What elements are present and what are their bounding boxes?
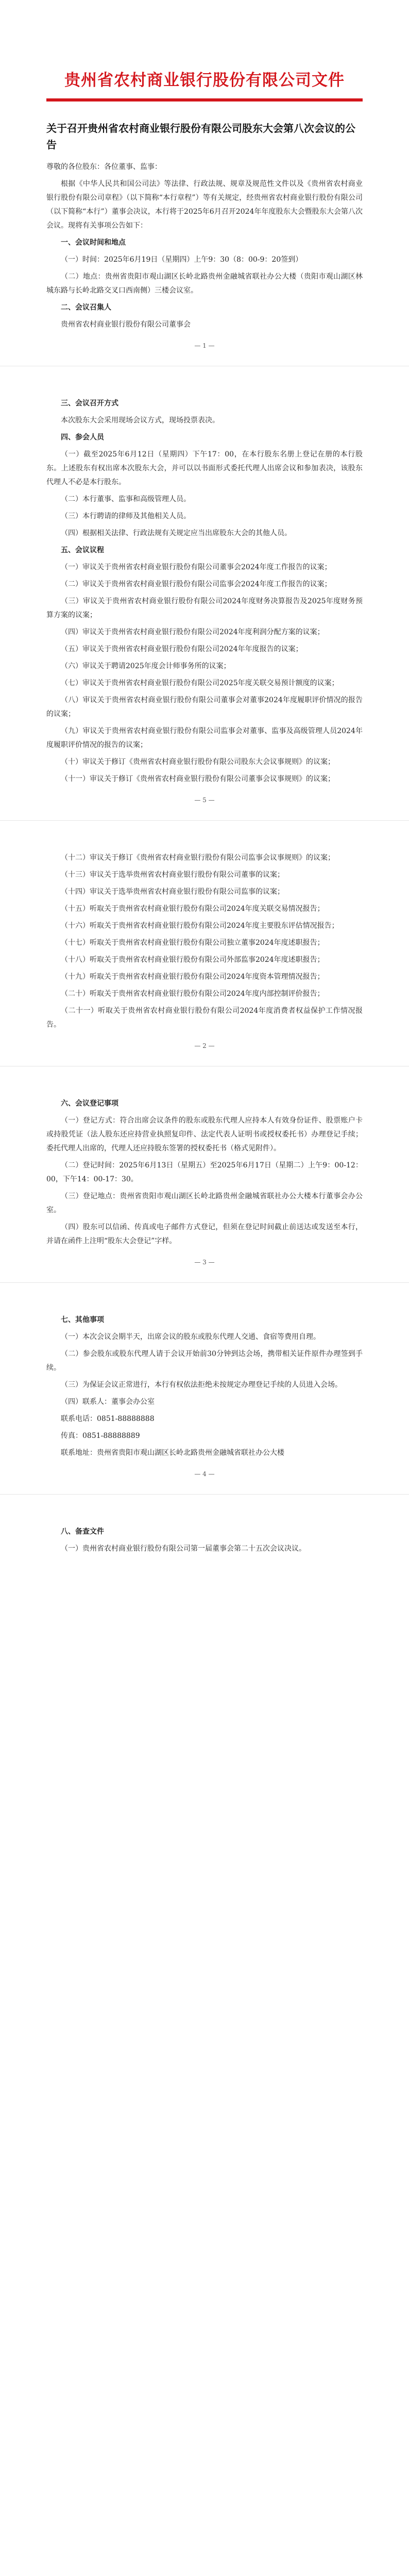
page-break [46, 1463, 363, 1525]
notice-title: 关于召开贵州省农村商业银行股份有限公司股东大会第八次会议的公告 [46, 122, 355, 151]
section-line: （二）参会股东或股东代理人请于会议开始前30分钟到达会场，携带相关证件原件办理签到手续。 [46, 1350, 363, 1372]
section-line: （二十一）听取关于贵州省农村商业银行股份有限公司2024年度消费者权益保护工作情况报告。 [46, 1007, 363, 1029]
section-heading: 三、会议召开方式 [61, 399, 118, 408]
section-line: （十八）听取关于贵州省农村商业银行股份有限公司外部监事2024年度述职报告； [61, 956, 325, 964]
notice-sections [46, 236, 363, 1556]
section-line: （二）地点：贵州省贵阳市观山湖区长岭北路贵州金融城省联社办公大楼（贵阳市观山湖区林城东路与长岭北路交叉口西南侧）三楼会议室。 [46, 273, 363, 295]
section-line: 传真：0851-88888889 [61, 1432, 140, 1440]
section-line: 本次股东大会采用现场会议方式，现场投票表决。 [61, 416, 219, 425]
document-red-header: 贵州省农村商业银行股份有限公司文件 [64, 71, 345, 90]
section-line: （四）联系人：董事会办公室 [61, 1398, 155, 1406]
page-edge [0, 1282, 409, 1283]
page-break [46, 789, 363, 851]
section-line: （二）本行董事、监事和高级管理人员。 [61, 495, 191, 503]
section-line: （十一）审议关于修订《贵州省农村商业银行股份有限公司董事会议事规则》的议案； [61, 775, 335, 783]
section-heading: 一、会议时间和地点 [61, 239, 126, 247]
section-line: （五）审议关于贵州省农村商业银行股份有限公司2024年年度报告的议案； [61, 645, 303, 653]
section-line: 联系电话：0851-88888888 [61, 1415, 155, 1423]
section-line: （二十）听取关于贵州省农村商业银行股份有限公司2024年度内部控制评价报告； [61, 990, 325, 998]
page-break [46, 335, 363, 397]
salutation: 尊敬的各位股东：各位董事、监事： [46, 163, 162, 171]
section-line: （一）截至2025年6月12日（星期四）下午17：00，在本行股东名册上登记在册的本行股东。上述股东有权出席本次股东大会，并可以以书面形式委托代理人出席会议和参加表决，该股东代理人不必是本行股东。 [46, 450, 363, 486]
section-line: （四）根据相关法律、行政法规有关规定应当出席股东大会的其他人员。 [61, 529, 292, 537]
section-line: （一）本次会议会期半天，出席会议的股东或股东代理人交通、食宿等费用自理。 [61, 1333, 320, 1341]
section-line: （十九）听取关于贵州省农村商业银行股份有限公司2024年度资本管理情况报告； [61, 973, 325, 981]
section-line: （三）本行聘请的律师及其他相关人员。 [61, 512, 191, 520]
section-line: （十三）审议关于选举贵州省农村商业银行股份有限公司董事的议案； [61, 871, 284, 879]
section-heading: 五、会议议程 [61, 546, 104, 554]
page-number: — 3 — [194, 1259, 215, 1266]
section-line: （十五）听取关于贵州省农村商业银行股份有限公司2024年度关联交易情况报告； [61, 905, 325, 913]
section-line: （二）审议关于贵州省农村商业银行股份有限公司监事会2024年度工作报告的议案； [61, 580, 332, 588]
section-heading: 四、参会人员 [61, 433, 104, 442]
section-line: （四）审议关于贵州省农村商业银行股份有限公司2024年度利润分配方案的议案； [61, 628, 325, 636]
page-edge [0, 820, 409, 821]
page-number: — 5 — [194, 796, 215, 804]
section-line: 联系地址：贵州省贵阳市观山湖区长岭北路贵州金融城省联社办公大楼 [61, 1449, 284, 1457]
section-heading: 八、备查文件 [61, 1528, 104, 1536]
section-line: （十六）听取关于贵州省农村商业银行股份有限公司2024年度主要股东评估情况报告； [61, 922, 339, 930]
page-number: — 1 — [194, 342, 215, 349]
section-line: （二）登记时间：2025年6月13日（星期五）至2025年6月17日（星期二）上午9：00-12：00，下午14：00-17：30。 [46, 1161, 363, 1183]
section-line: （三）登记地点：贵州省贵阳市观山湖区长岭北路贵州金融城省联社办公大楼本行董事会办公室。 [46, 1192, 363, 1214]
section-line: （四）股东可以信函、传真或电子邮件方式登记，但须在登记时间截止前送达或发送至本行，并请在函件上注明“股东大会登记”字样。 [46, 1223, 363, 1245]
red-divider-line [46, 98, 363, 101]
section-line: （七）审议关于贵州省农村商业银行股份有限公司2025年度关联交易预计额度的议案； [61, 679, 339, 687]
section-line: （十二）审议关于修订《贵州省农村商业银行股份有限公司监事会议事规则》的议案； [61, 854, 335, 862]
section-line: （十）审议关于修订《贵州省农村商业银行股份有限公司股东大会议事规则》的议案； [61, 758, 335, 766]
page-break [46, 1251, 363, 1313]
section-line: （一）登记方式：符合出席会议条件的股东或股东代理人应持本人有效身份证件、股票账户卡或持股凭证（法人股东还应持营业执照复印件、法定代表人证明书或授权委托书）办理登记手续；委托代理人出席的，代理人还应持股东签署的授权委托书（格式见附件）。 [46, 1116, 363, 1153]
section-line: （一）贵州省农村商业银行股份有限公司第一届董事会第二十五次会议决议。 [61, 1545, 306, 1553]
page-edge [0, 1494, 409, 1495]
intro-paragraph: 根据《中华人民共和国公司法》等法律、行政法规、规章及规范性文件以及《贵州省农村商业银行股份有限公司章程》（以下简称“本行章程”）等有关规定，经贵州省农村商业银行股份有限公司（以下简称“本行”）董事会决议，本行将于2025年6月召开2024年年度股东大会暨股东大会第八次会议。现将有关事项公告如下： [46, 180, 363, 230]
section-heading: 六、会议登记事项 [61, 1099, 118, 1108]
section-line: （九）审议关于贵州省农村商业银行股份有限公司监事会对董事、监事及高级管理人员2024年度履职评价情况的报告的议案； [46, 727, 363, 749]
section-line: （一）审议关于贵州省农村商业银行股份有限公司董事会2024年度工作报告的议案； [61, 563, 332, 571]
section-line: （三）为保证会议正常进行，本行有权依法拒绝未按规定办理登记手续的人员进入会场。 [61, 1381, 342, 1389]
section-line: （六）审议关于聘请2025年度会计师事务所的议案； [61, 662, 231, 670]
section-line: （三）审议关于贵州省农村商业银行股份有限公司2024年度财务决算报告及2025年度财务预算方案的议案； [46, 597, 363, 619]
page-number: — 4 — [194, 1470, 215, 1478]
section-line: （十四）审议关于选举贵州省农村商业银行股份有限公司监事的议案； [61, 888, 284, 896]
section-line: 贵州省农村商业银行股份有限公司董事会 [61, 320, 191, 329]
section-line: （一）时间：2025年6月19日（星期四）上午9：30（8：00-9：20签到） [61, 256, 303, 264]
section-heading: 七、其他事项 [61, 1316, 104, 1324]
section-line: （十七）听取关于贵州省农村商业银行股份有限公司独立董事2024年度述职报告； [61, 939, 325, 947]
section-line: （八）审议关于贵州省农村商业银行股份有限公司董事会对董事2024年度履职评价情况的报告的议案； [46, 696, 363, 718]
section-heading: 二、会议召集人 [61, 303, 111, 312]
notice-body [46, 160, 363, 1556]
page-break [46, 1035, 363, 1097]
page-number: — 2 — [194, 1042, 215, 1049]
